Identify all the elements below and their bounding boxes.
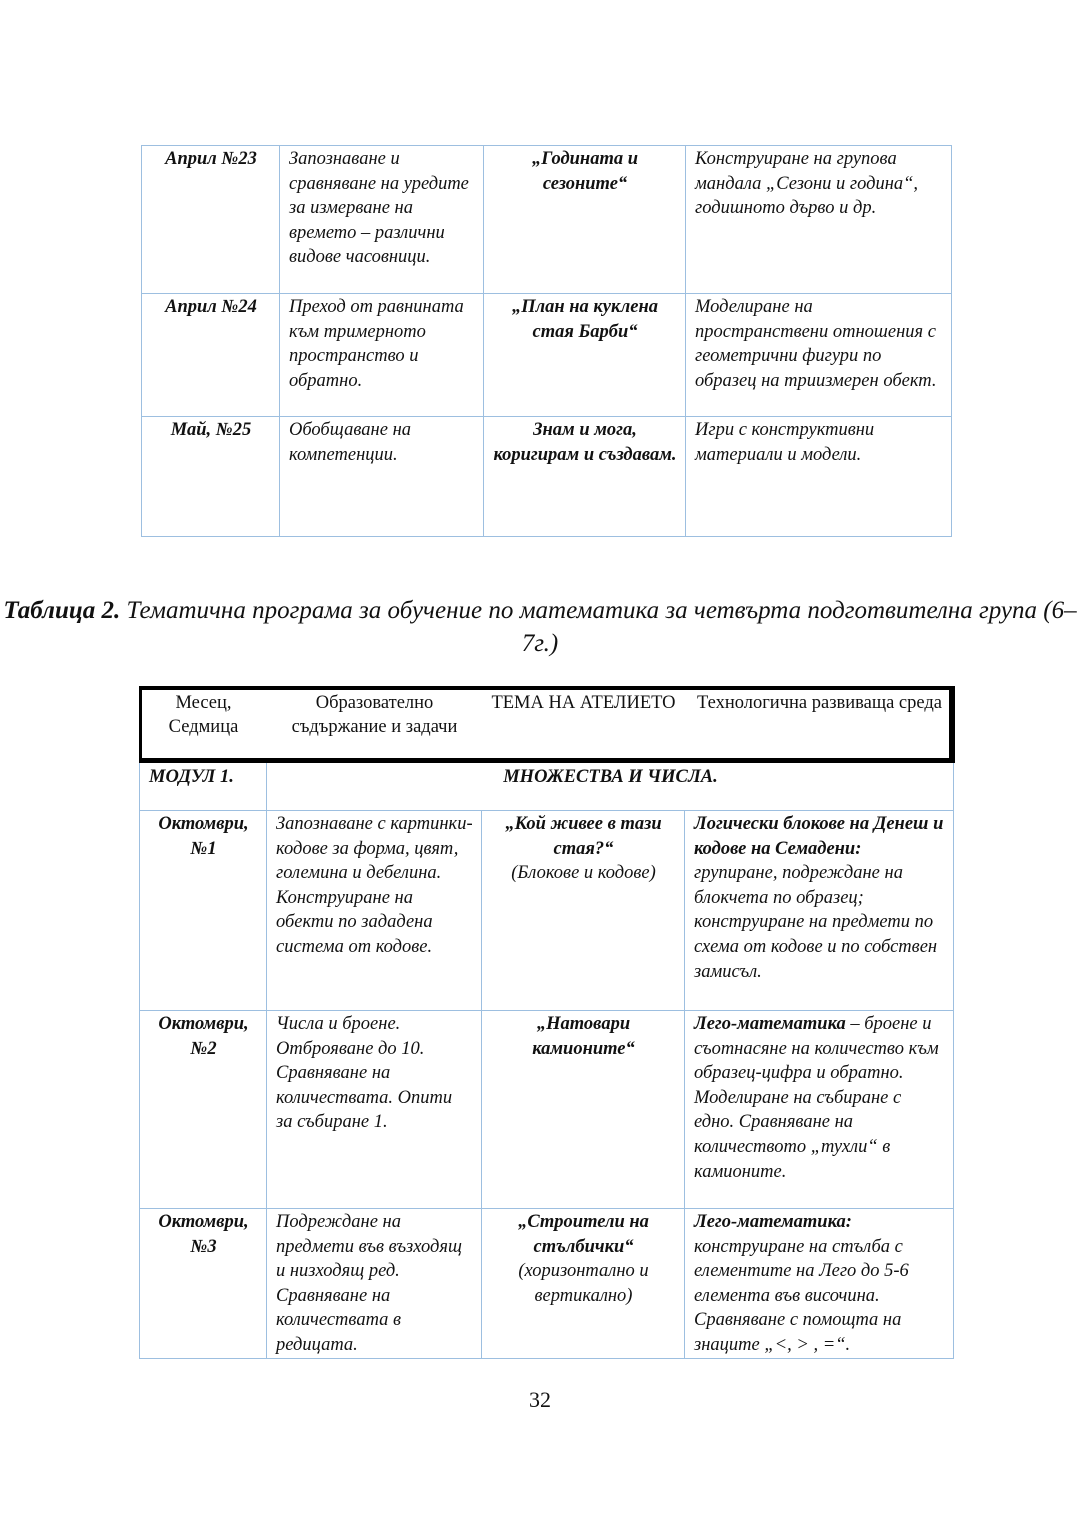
- environment-cell: Игри с конструктивни материали и модели.: [686, 417, 952, 537]
- environment-text: групиране, подреждане на блокчета по образец; конструиране на предмети по схема от кодове и по собствен замисъл.: [694, 863, 938, 982]
- environment-cell: [685, 811, 954, 1011]
- table-header-row: [140, 687, 954, 762]
- month-cell: Октомври, №3: [140, 1209, 267, 1359]
- content-cell: Запознаване и сравняване на уредите за измерване на времето – различни видове часовници.: [280, 146, 484, 294]
- table-row: [142, 146, 952, 294]
- header-environment: Технологична развиваща среда: [697, 693, 942, 713]
- header-theme: ТЕМА НА АТЕЛИЕТО: [491, 693, 676, 713]
- module-row: [140, 762, 954, 811]
- month-cell: Април №23: [142, 146, 280, 294]
- caption-text: Тематична програма за обучение по математика за четвърта подготвителна група (6–7г.): [120, 597, 1077, 657]
- header-month: Месец, Седмица: [168, 693, 239, 737]
- content-cell: Запознаване с картинки-кодове за форма, цвят, големина и дебелина. Конструиране на обекти по зададена система от кодове.: [267, 811, 482, 1011]
- environment-cell: Конструиране на групова мандала „Сезони и година“, годишното дърво и др.: [686, 146, 952, 294]
- content-cell: Числа и броене. Отброяване до 10. Сравняване на количествата. Опити за събиране 1.: [267, 1011, 482, 1209]
- environment-cell: [685, 1209, 954, 1359]
- module-title: МНОЖЕСТВА И ЧИСЛА.: [267, 762, 954, 811]
- environment-title: Логически блокове на Денеш и кодове на Семадени:: [694, 814, 944, 859]
- month-cell: Октомври, №1: [140, 811, 267, 1011]
- theme-title: „Строители на стълбички“: [518, 1212, 649, 1257]
- table-row: [140, 1209, 954, 1359]
- theme-cell: [482, 1011, 685, 1209]
- table-2: [139, 687, 954, 1359]
- theme-cell: Знам и мога, коригирам и създавам.: [484, 417, 686, 537]
- table-row: [140, 811, 954, 1011]
- month-cell: Май, №25: [142, 417, 280, 537]
- theme-subtitle: (хоризонтално и вертикално): [518, 1261, 649, 1306]
- environment-title: Лего-математика:: [694, 1212, 852, 1232]
- table-row: [142, 294, 952, 417]
- theme-cell: „Годината и сезоните“: [484, 146, 686, 294]
- content-cell: Преход от равнината към тримерното пространство и обратно.: [280, 294, 484, 417]
- theme-cell: [482, 1209, 685, 1359]
- environment-text: – броене и съотнасяне на количество към образец-цифра и обратно. Моделиране на събиране с едно. Сравняване на количеството „тухли“ в камионите.: [694, 1014, 939, 1182]
- table-1-continued: [141, 145, 952, 537]
- content-cell: Подреждане на предмети във възходящ и низходящ ред. Сравняване на количествата в редицата.: [267, 1209, 482, 1359]
- content-cell: Обобщаване на компетенции.: [280, 417, 484, 537]
- page-number: 32: [529, 1387, 551, 1412]
- environment-title: Лего-математика: [694, 1014, 846, 1034]
- month-cell: Октомври, №2: [140, 1011, 267, 1209]
- environment-cell: Моделиране на пространствени отношения с геометрични фигури по образец на триизмерен обект.: [686, 294, 952, 417]
- theme-cell: „План на куклена стая Барби“: [484, 294, 686, 417]
- environment-cell: [685, 1011, 954, 1209]
- theme-subtitle: (Блокове и кодове): [511, 863, 656, 884]
- table-2-caption: [0, 594, 1080, 660]
- month-cell: Април №24: [142, 294, 280, 417]
- caption-label: Таблица 2.: [3, 597, 121, 624]
- theme-cell: [482, 811, 685, 1011]
- module-label: МОДУЛ 1.: [140, 762, 267, 811]
- table-row: [140, 1011, 954, 1209]
- theme-title: „Кой живее в тази стая?“: [505, 814, 662, 859]
- header-content: Образователно съдържание и задачи: [291, 693, 458, 737]
- environment-text: конструиране на стълба с елементите на Лего до 5-6 елемента във височина. Сравняване с помощта на знаците „<, > , =“.: [694, 1236, 909, 1355]
- theme-title: „Натовари камионите“: [532, 1014, 635, 1059]
- table-row: [142, 417, 952, 537]
